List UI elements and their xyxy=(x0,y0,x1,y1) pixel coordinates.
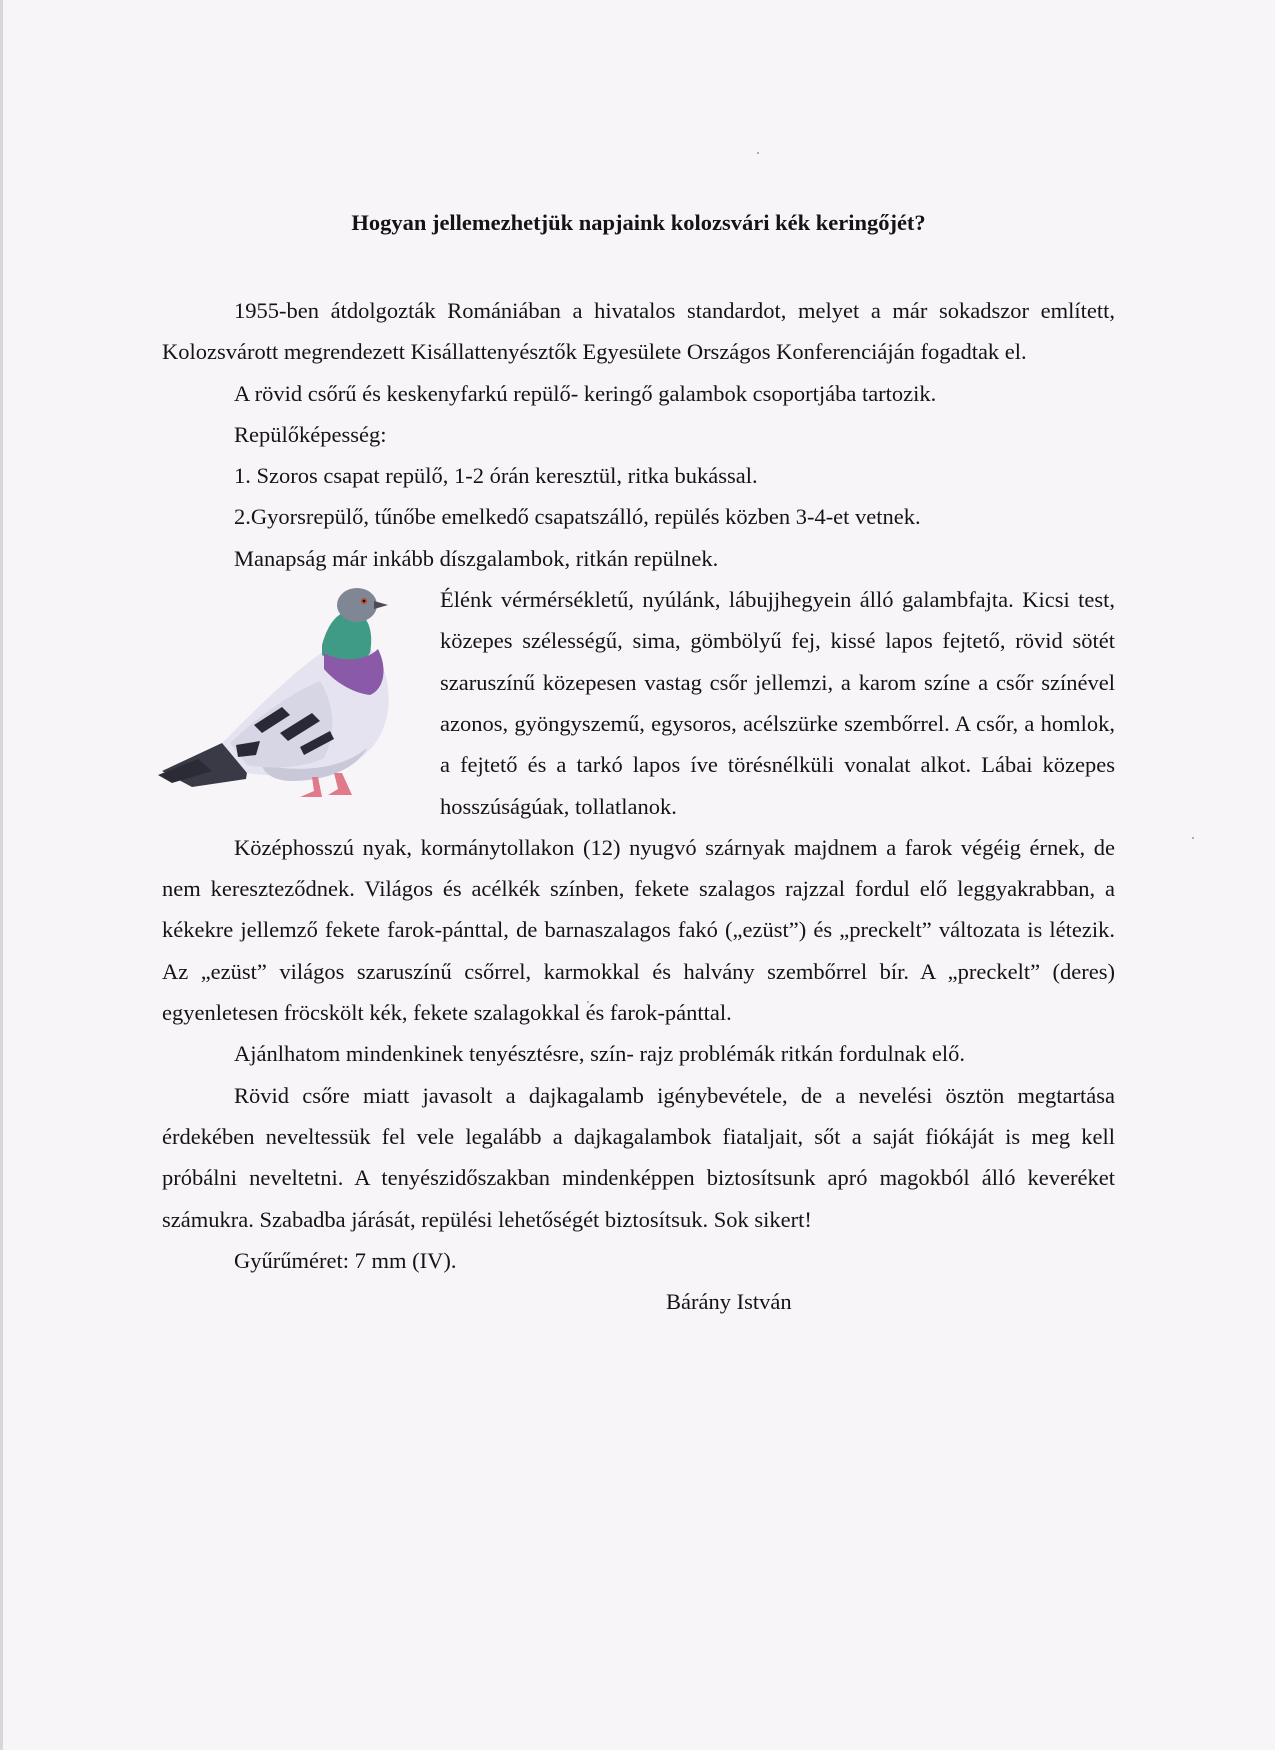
paragraph-group: A rövid csőrű és keskenyfarkú repülő- keringő galambok csoportjába tartozik. xyxy=(234,380,937,406)
paragraph-flight-1: 1. Szoros csapat repülő, 1-2 órán keresztül, ritka bukással. xyxy=(234,463,758,489)
paragraph-ring-size: Gyűrűméret: 7 mm (IV). xyxy=(234,1247,457,1273)
page-edge xyxy=(0,0,3,1750)
paragraph-standard: 1955-ben átdolgozták Romániában a hivatalos standardot, melyet a már sokadszor említett, Kolozsvárott megrendezett Kisállattenyésztők Egyesülete Országos Konferenciáján fogadtak el. xyxy=(162,298,1115,365)
author-signature: Bárány István xyxy=(666,1289,792,1315)
paragraph-nowadays: Manapság már inkább díszgalambok, ritkán repülnek. xyxy=(234,545,719,571)
scan-speck xyxy=(757,152,759,154)
paragraph-colors: Középhosszú nyak, kormánytollakon (12) nyugvó szárnyak majdnem a farok végéig érnek, de nem kereszteződnek. Világos és acélkék színben, fekete szalagos rajzzal fordul elő leggyakrabban, a kékekre jellemző fekete farok-pánttal, de barnaszalagos fakó („ezüst”) és „preckelt” változata is létezik. Az „ezüst” világos szaruszínű csőrrel, karmokkal és halvány szembőrrel bír. A „preckelt” (deres) egyenletesen fröcskölt kék, fekete szalagokkal és farok-pánttal. xyxy=(162,834,1115,1026)
document-body xyxy=(162,208,1115,1322)
paragraph-recommendation: Ajánlhatom mindenkinek tenyésztésre, szín- rajz problémák ritkán fordulnak elő. xyxy=(234,1041,966,1067)
scan-speck xyxy=(1192,837,1194,839)
document-title: Hogyan jellemezhetjük napjaink kolozsvári kék keringőjét? xyxy=(351,210,926,235)
pigeon-illustration-icon xyxy=(152,583,440,815)
paragraph-description: Élénk vérmérsékletű, nyúlánk, lábujjhegyein álló galambfajta. Kicsi test, közepes szélességű, sima, gömbölyű fej, kissé lapos fejtető, rövid sötét szaruszínű közepesen vastag csőr jellemzi, a karom színe a csőr színével azonos, gyöngyszemű, egysoros, acélszürke szembőrrel. A csőr, a homlok, a fejtető és a tarkó lapos íve törésnélküli vonalat alkot. Lábai közepes hosszúságúak, tollatlanok. xyxy=(440,587,1115,819)
paragraph-breeding: Rövid csőre miatt javasolt a dajkagalamb igénybevétele, de a nevelési ösztön megtartása érdekében neveltessük fel vele legalább a dajkagalambok fiataljait, sőt a saját fiókáját is meg kell próbálni neveltetni. A tenyészidőszakban mindenképpen biztosítsunk apró magokból álló keveréket számukra. Szabadba járását, repülési lehetőségét biztosítsuk. Sok sikert! xyxy=(162,1082,1115,1232)
paragraph-flight-heading: Repülőképesség: xyxy=(234,421,387,447)
figure-text-block xyxy=(162,579,1115,827)
paragraph-flight-2: 2.Gyorsrepülő, tűnőbe emelkedő csapatszálló, repülés közben 3-4-et vetnek. xyxy=(234,504,921,530)
